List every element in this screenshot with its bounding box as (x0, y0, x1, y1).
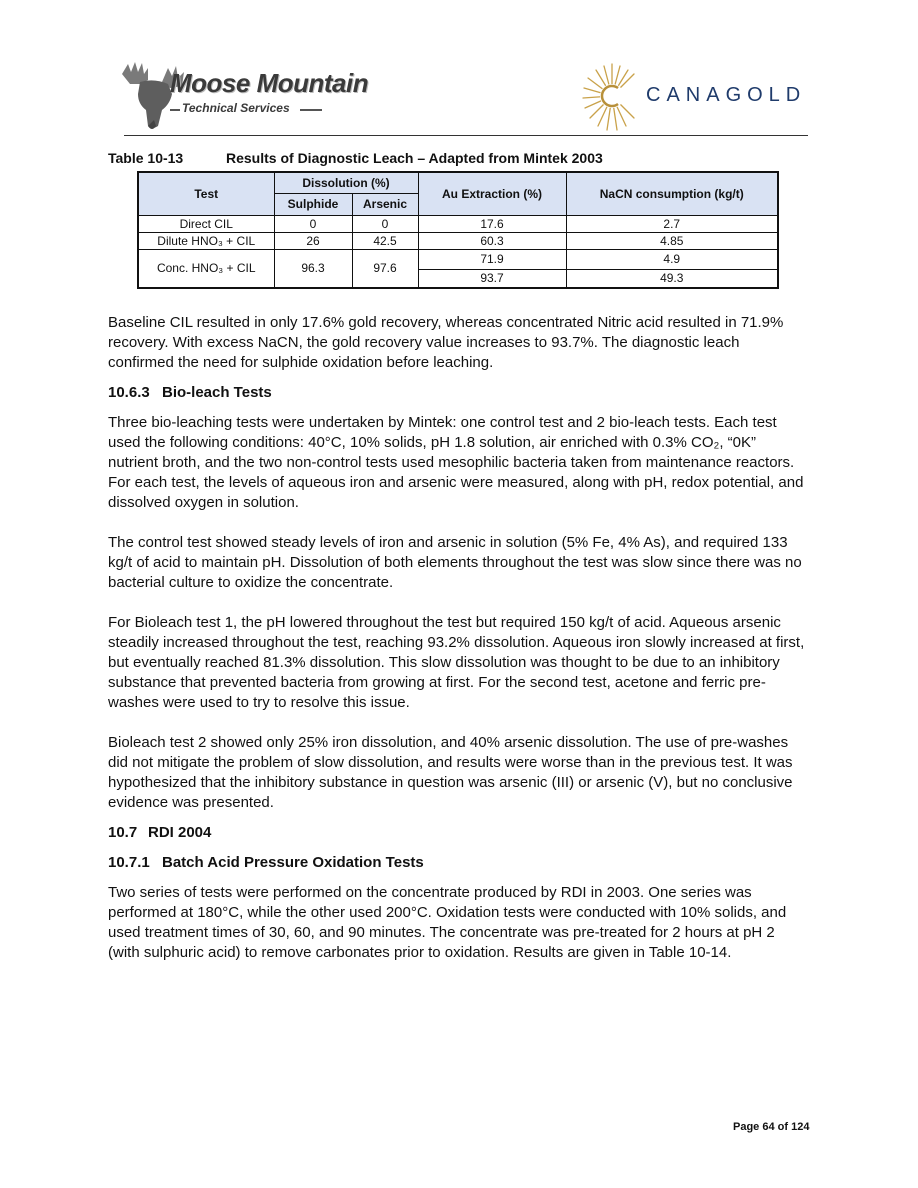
sunburst-icon (580, 60, 644, 132)
logo-line-left (170, 109, 180, 111)
section-title: Bio-leach Tests (162, 384, 272, 401)
cell-nacn: 4.85 (566, 232, 778, 249)
section-title: Batch Acid Pressure Oxidation Tests (162, 854, 424, 871)
cell-test: Direct CIL (138, 215, 274, 232)
canagold-wordmark: CANAGOLD (646, 84, 807, 106)
table-caption (108, 150, 603, 166)
section-heading (108, 853, 808, 873)
header-arsenic: Arsenic (352, 193, 418, 215)
table-row (138, 249, 778, 269)
diagnostic-leach-table (137, 171, 779, 289)
page-header (0, 0, 918, 140)
cell-nacn: 2.7 (566, 215, 778, 232)
section-number: 10.7.1 (108, 854, 150, 871)
page-body (108, 313, 808, 963)
page-number: Page 64 of 124 (733, 1121, 810, 1133)
cell-au: 71.9 (418, 249, 566, 269)
cell-arsenic: 97.6 (352, 249, 418, 288)
section-number: 10.6.3 (108, 384, 150, 401)
table-title: Results of Diagnostic Leach – Adapted from Mintek 2003 (226, 150, 603, 166)
paragraph: For Bioleach test 1, the pH lowered throughout the test but required 150 kg/t of acid. Aqueous arsenic steadily increased throughout the test, reaching 93.2% dissolution. Aqueous iron slowly increased at first, but eventually reached 81.3% dissolution. This slow dissolution was thought to be due to an inhibitory substance that prevented bacteria from growing at first. For the second test, acetone and ferric pre-washes were used to try to resolve this issue. (108, 614, 805, 711)
section-number: 10.7 (108, 824, 138, 841)
cell-au: 93.7 (418, 269, 566, 288)
canagold-logo (580, 60, 810, 132)
cell-test: Conc. HNO₃ + CIL (138, 249, 274, 288)
cell-arsenic: 0 (352, 215, 418, 232)
cell-au: 60.3 (418, 232, 566, 249)
paragraph: Baseline CIL resulted in only 17.6% gold recovery, whereas concentrated Nitric acid resulted in 71.9% recovery. With excess NaCN, the gold recovery value increases to 93.7%. The diagnostic leach confirmed the need for sulphide oxidation before leaching. (108, 314, 784, 371)
header-sulphide: Sulphide (274, 193, 352, 215)
logo-subtitle: Technical Services (182, 101, 290, 115)
header-nacn: NaCN consumption (kg/t) (566, 172, 778, 215)
logo-line-right (300, 109, 322, 111)
paragraph: Three bio-leaching tests were undertaken by Mintek: one control test and 2 bio-leach tests. Each test used the following conditions: 40°C, 10% solids, pH 1.8 solution, air enriched with 0.3% CO₂, “0K” nutrient broth, and the two non-control tests used mesophilic bacteria taken from maintenance reactors. For each test, the levels of aqueous iron and arsenic were measured, along with pH, redox potential, and dissolved oxygen in solution. (108, 414, 804, 511)
cell-arsenic: 42.5 (352, 232, 418, 249)
cell-au: 17.6 (418, 215, 566, 232)
section-title: RDI 2004 (148, 824, 212, 841)
table-row (138, 232, 778, 249)
cell-sulphide: 0 (274, 215, 352, 232)
paragraph: The control test showed steady levels of iron and arsenic in solution (5% Fe, 4% As), and required 133 kg/t of acid to maintain pH. Dissolution of both elements throughout the test was slow since there was no bacterial culture to oxidize the concentrate. (108, 534, 802, 591)
moose-mountain-logo (118, 60, 369, 132)
section-heading (108, 383, 808, 403)
logo-title: Moose Mountain (170, 68, 369, 98)
cell-sulphide: 26 (274, 232, 352, 249)
paragraph: Bioleach test 2 showed only 25% iron dissolution, and 40% arsenic dissolution. The use of pre-washes did not mitigate the problem of slow dissolution, and results were worse than in the previous test. It was hypothesized that the inhibitory substance in question was arsenic (III) or arsenic (V), but no conclusive evidence was presented. (108, 734, 793, 811)
cell-nacn: 49.3 (566, 269, 778, 288)
header-test: Test (138, 172, 274, 215)
header-dissolution: Dissolution (%) (274, 172, 418, 193)
table-row (138, 215, 778, 232)
cell-nacn: 4.9 (566, 249, 778, 269)
table-number: Table 10-13 (108, 150, 184, 166)
section-heading (108, 823, 808, 843)
cell-test: Dilute HNO₃ + CIL (138, 232, 274, 249)
paragraph: Two series of tests were performed on the concentrate produced by RDI in 2003. One series was performed at 180°C, while the other used 200°C. Oxidation tests were conducted with 10% solids, and used treatment times of 30, 60, and 90 minutes. The concentrate was pre-treated for 2 hours at pH 2 (with sulphuric acid) to remove carbonates prior to oxidation. Results are given in Table 10-14. (108, 884, 787, 961)
header-divider (124, 135, 808, 136)
header-au-extraction: Au Extraction (%) (418, 172, 566, 215)
cell-sulphide: 96.3 (274, 249, 352, 288)
